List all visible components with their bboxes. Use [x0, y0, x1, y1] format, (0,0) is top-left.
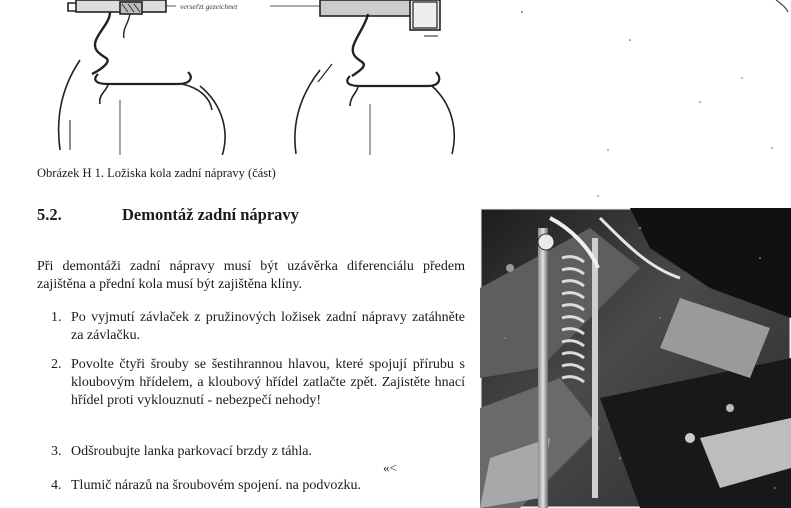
- step-number: 1.: [51, 310, 62, 325]
- step-text: Tlumič nárazů na šroubovém spojení. na podvozku.: [71, 478, 362, 493]
- drawing-label: verseřzt gezeichnet: [180, 2, 238, 11]
- step-text: Po vyjmutí závlaček z pružinových ložisek zadní nápravy zatáhněte za závlačku.: [71, 310, 465, 343]
- step-text: Povolte čtyři šrouby se šestihrannou hlavou, které spojují přírubu s kloubovým hřídelem, a kloubový hřídel zatlačte zpět. Zajistěte hnací hřídel proti vyklouznutí - nebezpečí nehody!: [71, 357, 465, 408]
- stray-mark: «<: [383, 460, 397, 475]
- step-number: 4.: [51, 478, 62, 493]
- list-item: [37, 309, 465, 345]
- step-text: Odšroubujte lanka parkovací brzdy z táhla.: [71, 444, 313, 459]
- section-title: Demontáž zadní nápravy: [122, 205, 299, 224]
- step-number: 2.: [51, 357, 62, 372]
- scan-speckle: [480, 0, 791, 200]
- figure-caption: Obrázek H 1. Ložiska kola zadní nápravy (část): [37, 166, 276, 180]
- rear-axle-photo: [480, 208, 791, 508]
- wheel-bearing-drawing: [20, 0, 480, 155]
- step-number: 3.: [51, 444, 62, 459]
- list-item: [37, 356, 465, 410]
- list-item: [37, 477, 465, 495]
- intro-paragraph: Při demontáži zadní nápravy musí být uzávěrka diferenciálu předem zajištěna a přední kola musí být zajištěna klíny.: [37, 259, 465, 292]
- section-number: 5.2.: [37, 205, 62, 224]
- list-item: [37, 443, 465, 461]
